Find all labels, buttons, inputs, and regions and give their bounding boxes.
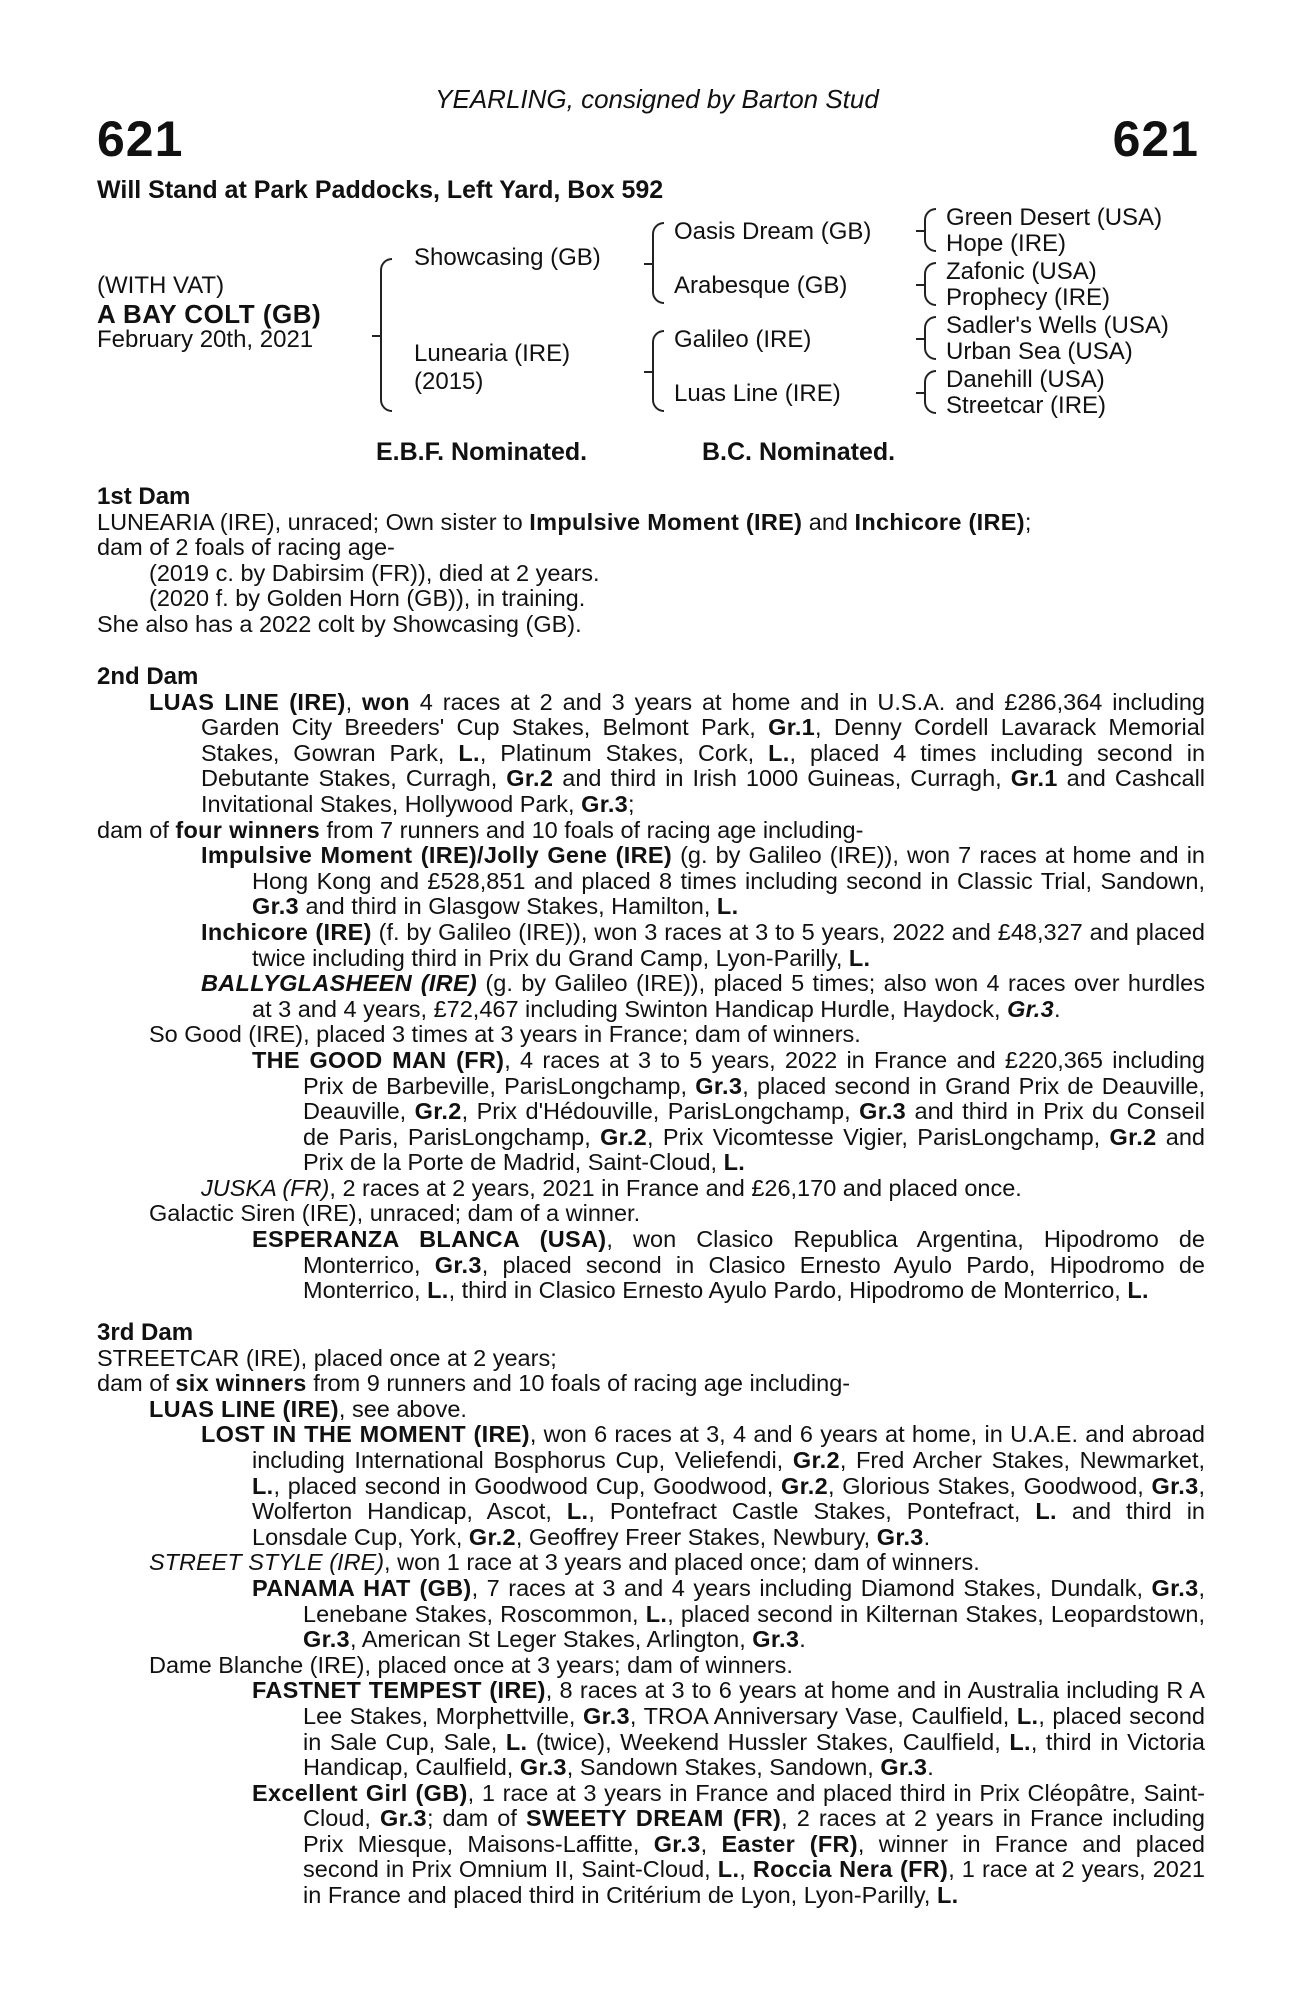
produce-entry: (2019 c. by Dabirsim (FR)), died at 2 years.: [149, 559, 600, 586]
produce-entry: Galactic Siren (IRE), unraced; dam of a winner.: [149, 1200, 641, 1227]
grand-produce-entry: ESPERANZA BLANCA (USA), won Clasico Republica Argentina, Hipodromo de Monterrico, Gr.3, placed second in Clasico Ernesto Ayulo Pardo, Hipodromo de Monterrico, L., third in Clasico Ernesto Ayulo Pardo, Hipodromo de Monterrico, L.: [252, 1226, 1205, 1304]
grandsire-maternal: Galileo (IRE): [674, 326, 812, 353]
first-dam-section: [97, 484, 1205, 638]
brace-icon: [924, 208, 936, 252]
sire-name: Showcasing (GB): [414, 244, 601, 271]
third-dam-section: [97, 1320, 1205, 1909]
produce-entry: Dame Blanche (IRE), placed once at 3 years; dam of winners.: [149, 1651, 793, 1678]
foaling-date: February 20th, 2021: [97, 326, 314, 353]
section-heading: 3rd Dam: [97, 1319, 194, 1346]
consignor-line: YEARLING, consigned by Barton Stud: [435, 84, 879, 114]
produce-entry: STREET STYLE (IRE), won 1 race at 3 years and placed once; dam of winners.: [149, 1549, 980, 1576]
produce-entry: LOST IN THE MOMENT (IRE), won 6 races at 3, 4 and 6 years at home, in U.A.E. and abroad including International Bosphorus Cup, Veliefendi, Gr.2, Fred Archer Stakes, Newmarket, L., placed second in Goodwood Cup, Goodwood, Gr.2, Glorious Stakes, Goodwood, Gr.3, Wolferton Handicap, Ascot, L., Pontefract Castle Stakes, Pontefract, L. and third in Lonsdale Cup, York, Gr.2, Geoffrey Freer Stakes, Newbury, Gr.3.: [201, 1421, 1206, 1550]
great-grandparent: Zafonic (USA): [946, 258, 1097, 285]
colt-name: A BAY COLT (GB): [97, 299, 322, 329]
dam-produce-intro: dam of six winners from 9 runners and 10 foals of racing age including-: [97, 1370, 851, 1397]
great-grandparent: Green Desert (USA): [946, 204, 1163, 231]
dam-produce-intro: dam of 2 foals of racing age-: [97, 534, 395, 561]
brace-icon: [652, 222, 664, 304]
granddam-paternal: Arabesque (GB): [674, 272, 848, 299]
vat-label: (WITH VAT): [97, 272, 225, 299]
produce-entry: BALLYGLASHEEN (IRE) (g. by Galileo (IRE)), placed 5 times; also won 4 races over hurdles at 3 and 4 years, £72,467 including Swinton Handicap Hurdle, Haydock, Gr.3.: [201, 970, 1205, 1022]
grand-produce-entry: Excellent Girl (GB), 1 race at 3 years in France and placed third in Prix Cléopâtre, Saint-Cloud, Gr.3; dam of SWEETY DREAM (FR), 2 races at 2 years in France including Prix Miesque, Maisons-Laffitte, Gr.3, Easter (FR), winner in France and placed second in Prix Omnium II, Saint-Cloud, L., Roccia Nera (FR), 1 race at 2 years, 2021 in France and placed third in Critérium de Lyon, Lyon-Parilly, L.: [252, 1779, 1206, 1909]
dam-year: (2015): [414, 368, 484, 395]
grandsire-paternal: Oasis Dream (GB): [674, 218, 872, 245]
produce-entry: LUAS LINE (IRE), see above.: [149, 1395, 467, 1422]
dam-produce-intro: dam of four winners from 7 runners and 10 foals of racing age including-: [97, 816, 864, 843]
grand-produce-entry: PANAMA HAT (GB), 7 races at 3 and 4 years including Diamond Stakes, Dundalk, Gr.3, Lenebane Stakes, Roscommon, L., placed second in Kilternan Stakes, Leopardstown, Gr.3, American St Leger Stakes, Arlington, Gr.3.: [252, 1574, 1205, 1653]
great-grandparent: Danehill (USA): [946, 366, 1105, 393]
brace-icon: [380, 258, 392, 412]
great-grandparent: Streetcar (IRE): [946, 392, 1107, 419]
great-grandparent: Hope (IRE): [946, 230, 1067, 257]
second-dam-section: [97, 664, 1205, 1304]
produce-entry: So Good (IRE), placed 3 times at 3 years in France; dam of winners.: [149, 1021, 861, 1048]
grand-produce-entry: JUSKA (FR), 2 races at 2 years, 2021 in France and £26,170 and placed once.: [201, 1174, 1022, 1201]
grand-produce-entry: FASTNET TEMPEST (IRE), 8 races at 3 to 6 years at home and in Australia including R A Lee Stakes, Morphettville, Gr.3, TROA Anniversary Vase, Caulfield, L., placed second in Sale Cup, Sale, L. (twice), Weekend Hussler Stakes, Caulfield, L., third in Victoria Handicap, Caulfield, Gr.3, Sandown Stakes, Sandown, Gr.3.: [252, 1677, 1205, 1781]
lot-number-left: 621: [97, 111, 184, 167]
great-grandparent: Sadler's Wells (USA): [946, 312, 1169, 339]
brace-icon: [924, 262, 936, 306]
dam-entry: LUAS LINE (IRE), won 4 races at 2 and 3 years at home and in U.S.A. and £286,364 including Garden City Breeders' Cup Stakes, Belmont Park, Gr.1, Denny Cordell Lavarack Memorial Stakes, Gowran Park, L., Platinum Stakes, Cork, L., placed 4 times including second in Debutante Stakes, Curragh, Gr.2 and third in Irish 1000 Guineas, Curragh, Gr.1 and Cashcall Invitational Stakes, Hollywood Park, Gr.3;: [149, 688, 1206, 817]
brace-icon: [924, 370, 936, 414]
great-grandparent: Prophecy (IRE): [946, 284, 1111, 311]
great-grandparent: Urban Sea (USA): [946, 338, 1133, 365]
lot-number-right: 621: [1112, 111, 1199, 167]
dam-name: Lunearia (IRE): [414, 340, 571, 367]
produce-note: She also has a 2022 colt by Showcasing (GB).: [97, 610, 582, 637]
section-heading: 2nd Dam: [97, 663, 199, 690]
bc-nominated: B.C. Nominated.: [702, 438, 896, 466]
produce-entry: Impulsive Moment (IRE)/Jolly Gene (IRE) (g. by Galileo (IRE)), won 7 races at home and in Hong Kong and £528,851 and placed 8 times including second in Classic Trial, Sandown, Gr.3 and third in Glasgow Stakes, Hamilton, L.: [201, 842, 1205, 920]
produce-entry: Inchicore (IRE) (f. by Galileo (IRE)), won 3 races at 3 to 5 years, 2022 and £48,327 and placed twice including third in Prix du Grand Camp, Lyon-Parilly, L.: [201, 918, 1205, 971]
brace-icon: [924, 316, 936, 360]
dam-summary: STREETCAR (IRE), placed once at 2 years;: [97, 1344, 557, 1371]
section-heading: 1st Dam: [97, 483, 191, 510]
grand-produce-entry: THE GOOD MAN (FR), 4 races at 3 to 5 years, 2022 in France and £220,365 including Prix de Barbeville, ParisLongchamp, Gr.3, placed second in Grand Prix de Deauville, Deauville, Gr.2, Prix d'Hédouville, ParisLongchamp, Gr.3 and third in Prix du Conseil de Paris, ParisLongchamp, Gr.2, Prix Vicomtesse Vigier, ParisLongchamp, Gr.2 and Prix de la Porte de Madrid, Saint-Cloud, L.: [252, 1046, 1205, 1176]
ebf-nominated: E.B.F. Nominated.: [376, 438, 588, 466]
brace-icon: [652, 330, 664, 412]
granddam-maternal: Luas Line (IRE): [674, 380, 841, 407]
produce-entry: (2020 f. by Golden Horn (GB)), in training.: [149, 585, 586, 612]
dam-summary: LUNEARIA (IRE), unraced; Own sister to Impulsive Moment (IRE) and Inchicore (IRE);: [97, 508, 1032, 535]
stand-info: Will Stand at Park Paddocks, Left Yard, Box 592: [97, 176, 664, 204]
